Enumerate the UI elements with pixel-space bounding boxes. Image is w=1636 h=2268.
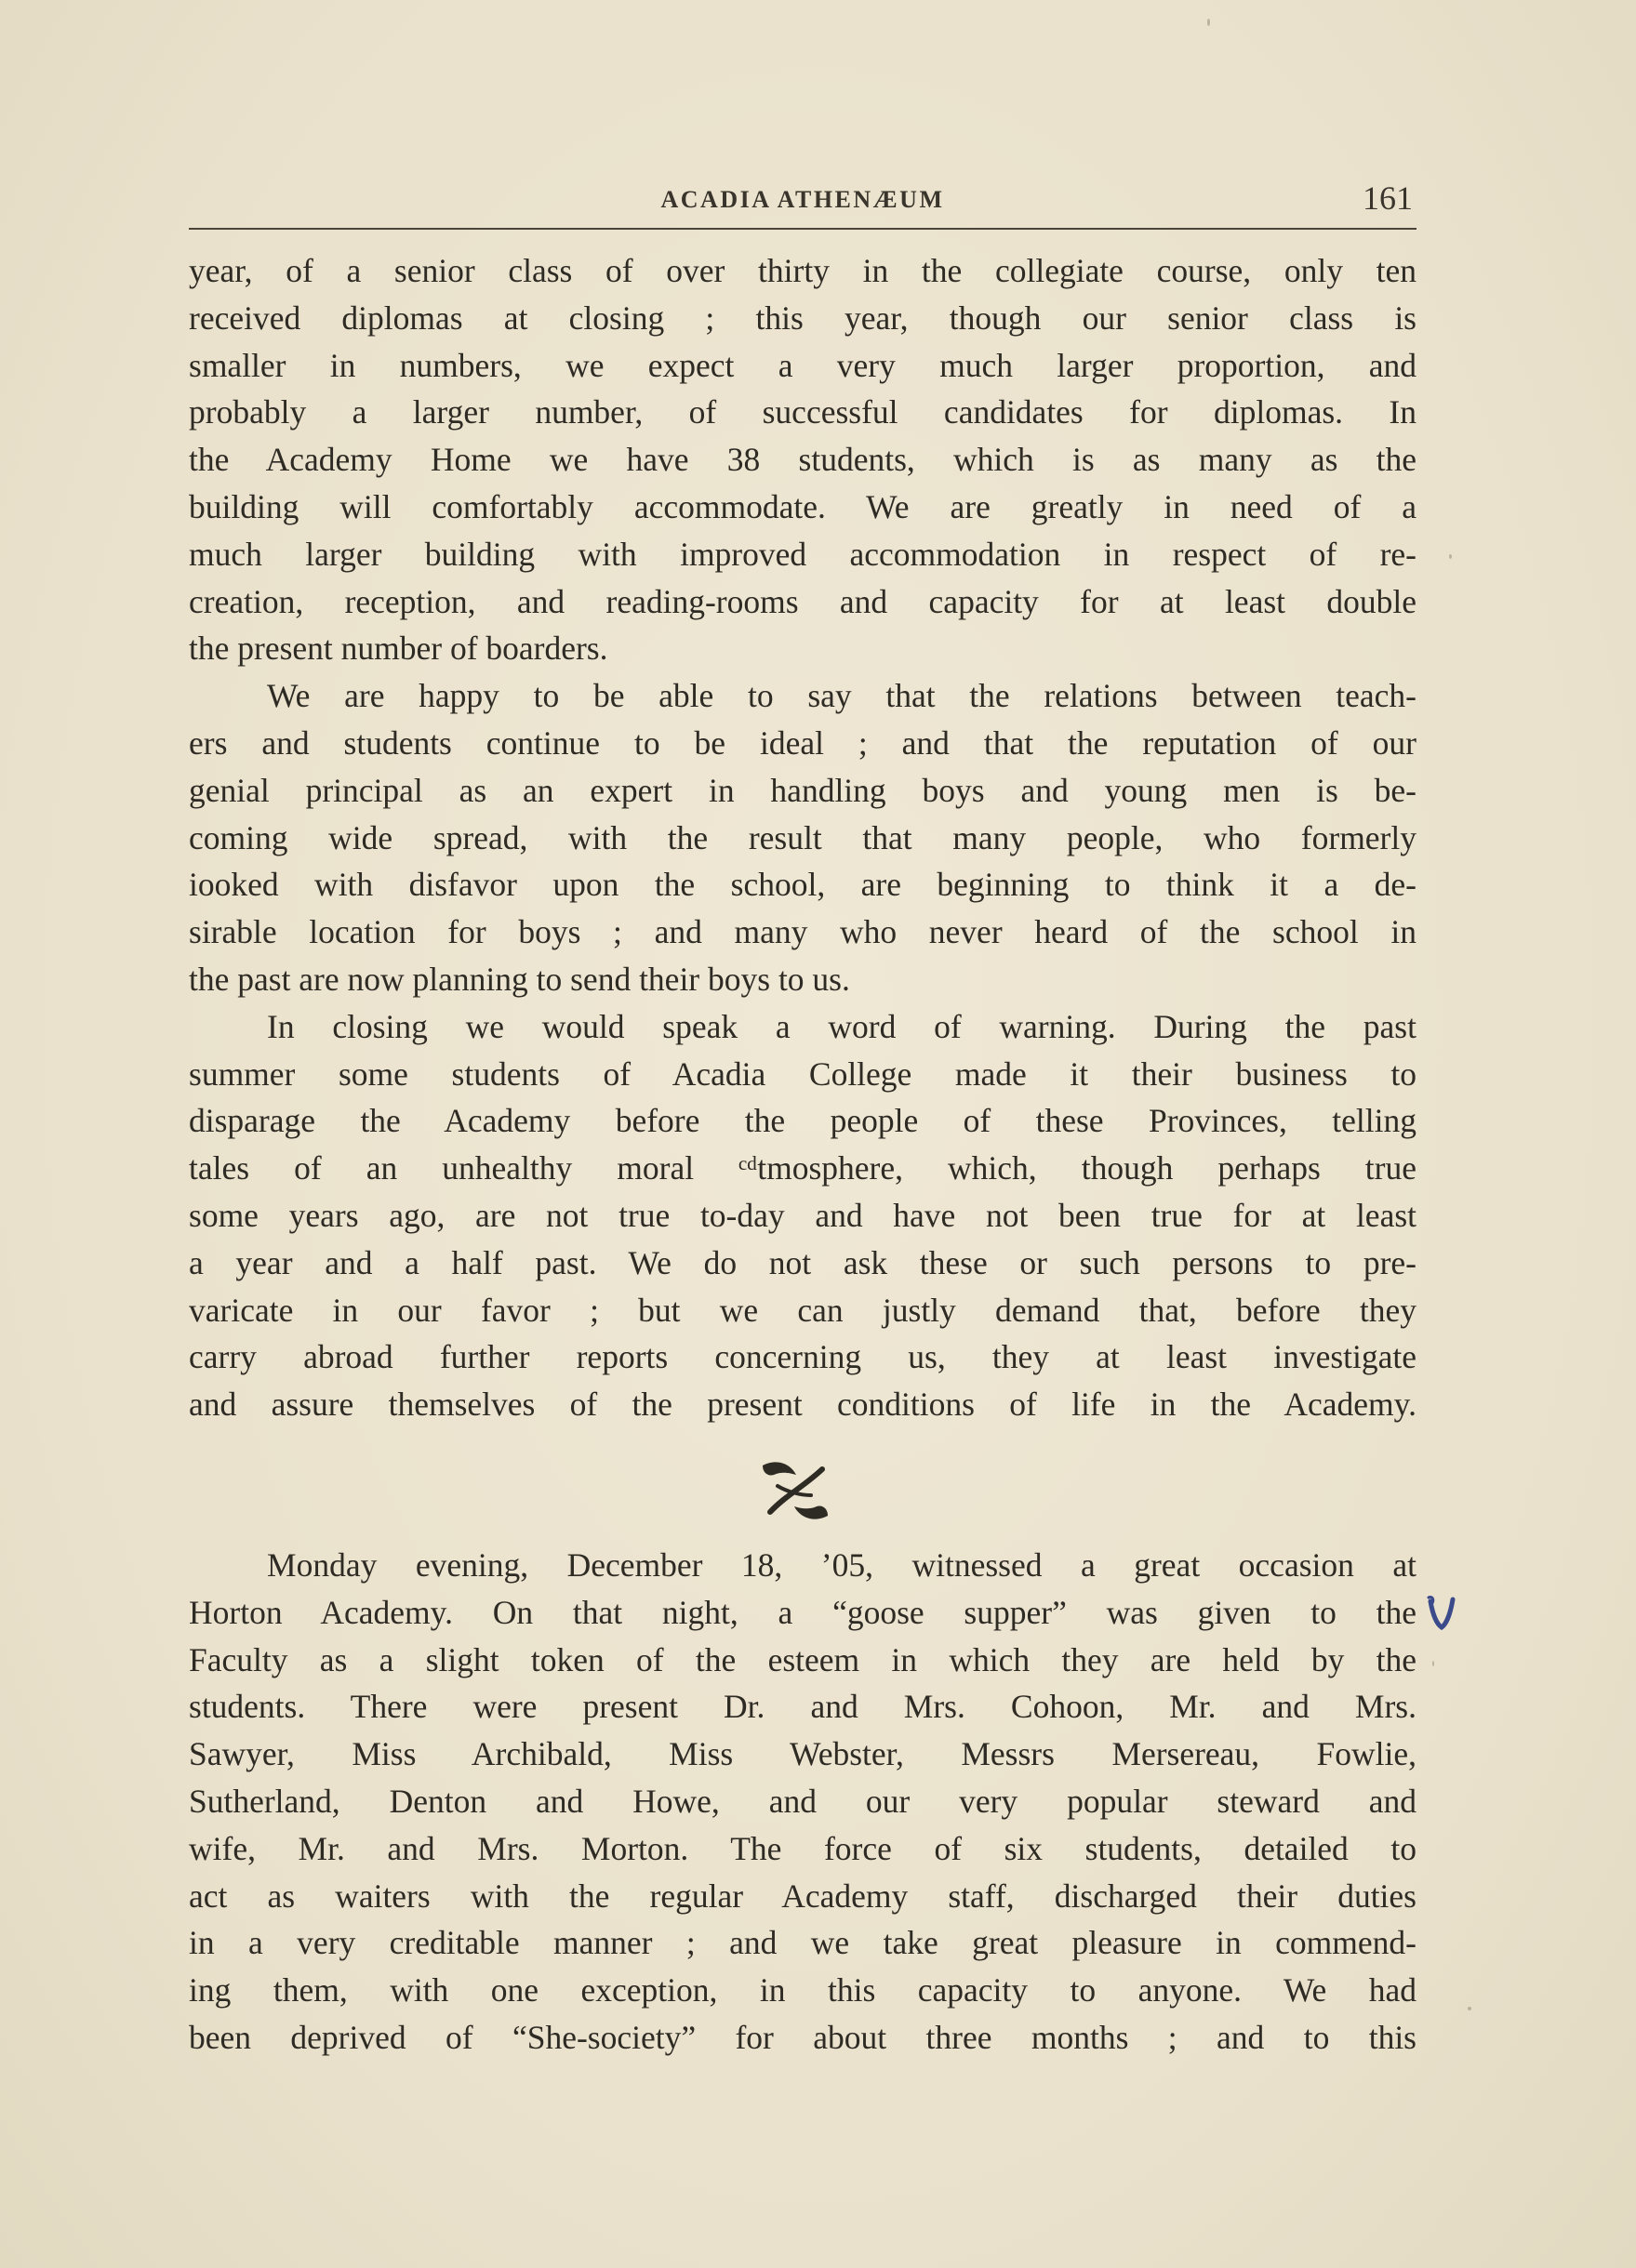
text-line: Monday evening, December 18, ’05, witnessed a great occasion at <box>267 1546 1417 1584</box>
text-line: coming wide spread, with the result that many people, who formerly <box>189 818 1417 856</box>
text-line: probably a larger number, of successful candidates for diplomas. In <box>189 393 1417 431</box>
text-line: varicate in our favor ; but we can justly demand that, before they <box>189 1291 1417 1329</box>
text-line: received diplomas at closing ; this year, though our senior class is <box>189 298 1417 337</box>
text-line: the present number of boarders. <box>189 630 608 668</box>
text-line: students. There were present Dr. and Mrs. Cohoon, Mr. and Mrs. <box>189 1688 1417 1726</box>
text-line: ers and students continue to be ideal ; and that the reputation of our <box>189 723 1417 762</box>
text-line: been deprived of “She-society” for about three months ; and to this <box>189 2018 1417 2056</box>
paper-speck <box>1449 554 1452 559</box>
text-line: the past are now planning to send their boys to us. <box>189 960 850 998</box>
text-line: Faculty as a slight token of the esteem in which they are held by the <box>189 1640 1417 1678</box>
body-section-academy-report <box>189 247 1417 1428</box>
page-number: 161 <box>1363 179 1413 217</box>
text-line: act as waiters with the regular Academy staff, discharged their duties <box>189 1877 1417 1915</box>
paper-speck <box>1207 19 1210 26</box>
paper-speck <box>1432 1661 1434 1666</box>
text-line: creation, reception, and reading-rooms and capacity for at least double <box>189 582 1417 620</box>
text-line: iooked with disfavor upon the school, are beginning to think it a de- <box>189 866 1417 904</box>
text-line: disparage the Academy before the people of these Provinces, telling <box>189 1102 1417 1140</box>
body-section-goose-supper <box>189 1542 1417 2062</box>
running-title: ACADIA ATHENÆUM <box>660 186 945 213</box>
text-line: the Academy Home we have 38 students, which is as many as the <box>189 441 1417 479</box>
text-line: and assure themselves of the present conditions of life in the Academy. <box>189 1386 1417 1424</box>
paper-speck <box>1468 2007 1471 2010</box>
text-line: In closing we would speak a word of warning. During the past <box>267 1007 1417 1045</box>
text-line: Sawyer, Miss Archibald, Miss Webster, Messrs Mersereau, Fowlie, <box>189 1735 1417 1773</box>
text-line: in a very creditable manner ; and we take great pleasure in commend- <box>189 1924 1417 1962</box>
text-line: ing them, with one exception, in this capacity to anyone. We had <box>189 1971 1417 2009</box>
text-line: summer some students of Acadia College made it their business to <box>189 1054 1417 1093</box>
text-line: tales of an unhealthy moral ᶜᵈtmosphere, which, though perhaps true <box>189 1149 1417 1187</box>
text-line: smaller in numbers, we expect a very much larger proportion, and <box>189 346 1417 384</box>
text-line: sirable location for boys ; and many who never heard of the school in <box>189 913 1417 951</box>
text-line: year, of a senior class of over thirty in the collegiate course, only ten <box>189 252 1417 289</box>
running-head <box>189 179 1417 225</box>
text-line: building will comfortably accommodate. We are greatly in need of a <box>189 487 1417 525</box>
text-line: Sutherland, Denton and Howe, and our very popular steward and <box>189 1782 1417 1820</box>
text-line: wife, Mr. and Mrs. Morton. The force of six students, detailed to <box>189 1829 1417 1867</box>
text-line: We are happy to be able to say that the relations between teach- <box>267 677 1417 715</box>
text-line: a year and a half past. We do not ask these or such persons to pre- <box>189 1243 1417 1281</box>
text-line: genial principal as an expert in handling boys and young men is be- <box>189 771 1417 809</box>
text-line: Horton Academy. On that night, a “goose supper” was given to the <box>189 1593 1417 1631</box>
handwritten-check-mark-icon <box>1425 1592 1458 1633</box>
text-line: carry abroad further reports concerning us, they at least investigate <box>189 1338 1417 1376</box>
text-line: some years ago, are not true to-day and have not been true for at least <box>189 1196 1417 1234</box>
header-rule <box>189 228 1417 230</box>
fleuron-ornament-icon <box>753 1458 837 1523</box>
text-line: much larger building with improved accommodation in respect of re- <box>189 535 1417 573</box>
